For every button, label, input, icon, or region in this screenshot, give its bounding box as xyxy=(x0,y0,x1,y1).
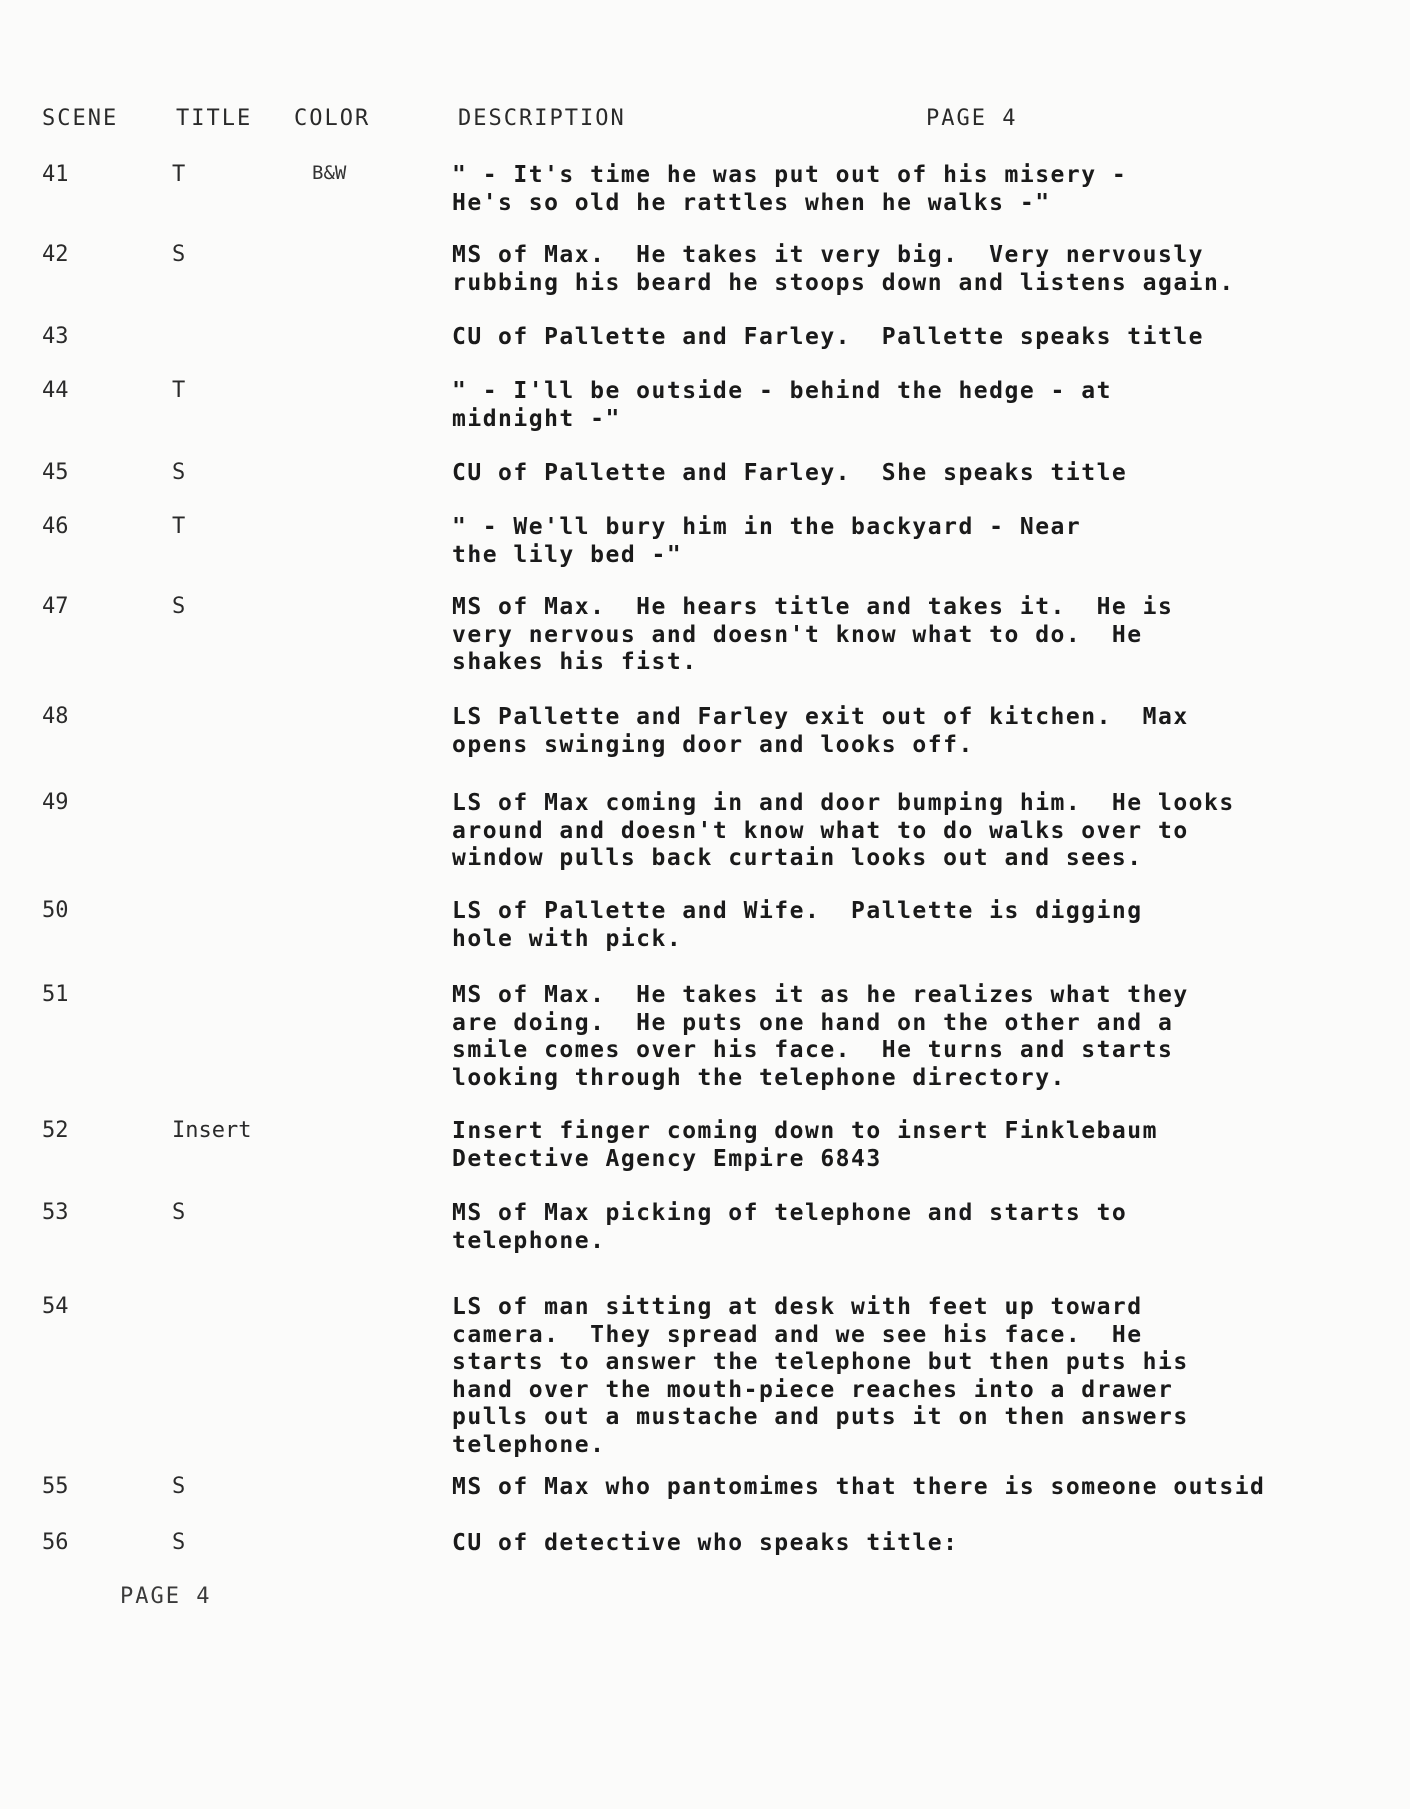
header-scene: SCENE xyxy=(42,106,119,131)
scene-title-type: S xyxy=(172,1200,186,1225)
scene-number: 45 xyxy=(42,460,69,485)
scene-title-type: S xyxy=(172,460,186,485)
scene-description: Insert finger coming down to insert Finklebaum Detective Agency Empire 6843 xyxy=(452,1118,1158,1172)
scene-number: 56 xyxy=(42,1530,69,1555)
scene-number: 43 xyxy=(42,324,69,349)
scene-description: MS of Max. He hears title and takes it. He is very nervous and doesn't know what to do. He shakes his fist. xyxy=(452,594,1174,675)
scene-title-type: T xyxy=(172,378,186,403)
scene-description: MS of Max who pantomimes that there is someone outsid xyxy=(452,1474,1266,1500)
header-page: PAGE 4 xyxy=(926,106,1018,131)
scene-title-type: S xyxy=(172,1474,186,1499)
scene-number: 42 xyxy=(42,242,69,267)
scene-title-type: T xyxy=(172,162,186,187)
scene-description: " - We'll bury him in the backyard - Near the lily bed -" xyxy=(452,514,1082,568)
scene-description: LS of Max coming in and door bumping him. He looks around and doesn't know what to do walks over to window pulls back curtain looks out and sees. xyxy=(452,790,1235,871)
scene-description: CU of detective who speaks title: xyxy=(452,1530,959,1556)
header-color: COLOR xyxy=(294,106,371,131)
scene-description: MS of Max. He takes it very big. Very nervously rubbing his beard he stoops down and listens again. xyxy=(452,242,1235,296)
scene-number: 46 xyxy=(42,514,69,539)
scene-title-type: S xyxy=(172,242,186,267)
scene-number: 48 xyxy=(42,704,69,729)
scene-description: " - It's time he was put out of his misery - He's so old he rattles when he walks -" xyxy=(452,162,1128,216)
scene-description: CU of Pallette and Farley. Pallette speaks title xyxy=(452,324,1205,350)
scene-description: MS of Max picking of telephone and starts to telephone. xyxy=(452,1200,1128,1254)
scene-number: 50 xyxy=(42,898,69,923)
scene-number: 44 xyxy=(42,378,69,403)
scene-description: " - I'll be outside - behind the hedge - at midnight -" xyxy=(452,378,1112,432)
page-footer: PAGE 4 xyxy=(120,1584,212,1609)
scene-title-type: T xyxy=(172,514,186,539)
scene-number: 51 xyxy=(42,982,69,1007)
scene-number: 49 xyxy=(42,790,69,815)
header-description: DESCRIPTION xyxy=(458,106,626,131)
scene-number: 53 xyxy=(42,1200,69,1225)
header-title: TITLE xyxy=(176,106,253,131)
scene-description: LS of Pallette and Wife. Pallette is digging hole with pick. xyxy=(452,898,1143,952)
scene-number: 54 xyxy=(42,1294,69,1319)
scene-description: CU of Pallette and Farley. She speaks title xyxy=(452,460,1128,486)
scene-description: LS Pallette and Farley exit out of kitchen. Max opens swinging door and looks off. xyxy=(452,704,1189,758)
scene-number: 52 xyxy=(42,1118,69,1143)
scene-number: 47 xyxy=(42,594,69,619)
scene-title-type: S xyxy=(172,594,186,619)
scene-title-type: S xyxy=(172,1530,186,1555)
scene-title-type: Insert xyxy=(172,1118,252,1143)
scene-color: B&W xyxy=(312,162,347,184)
scene-description: LS of man sitting at desk with feet up toward camera. They spread and we see his face. He starts to answer the telephone but then puts his hand over the mouth-piece reaches into a drawer pulls out a mustache and puts it on then answers telephone. xyxy=(452,1294,1189,1458)
scene-number: 41 xyxy=(42,162,69,187)
scene-number: 55 xyxy=(42,1474,69,1499)
scene-description: MS of Max. He takes it as he realizes what they are doing. He puts one hand on the other and a smile comes over his face. He turns and starts looking through the telephone directory. xyxy=(452,982,1189,1091)
